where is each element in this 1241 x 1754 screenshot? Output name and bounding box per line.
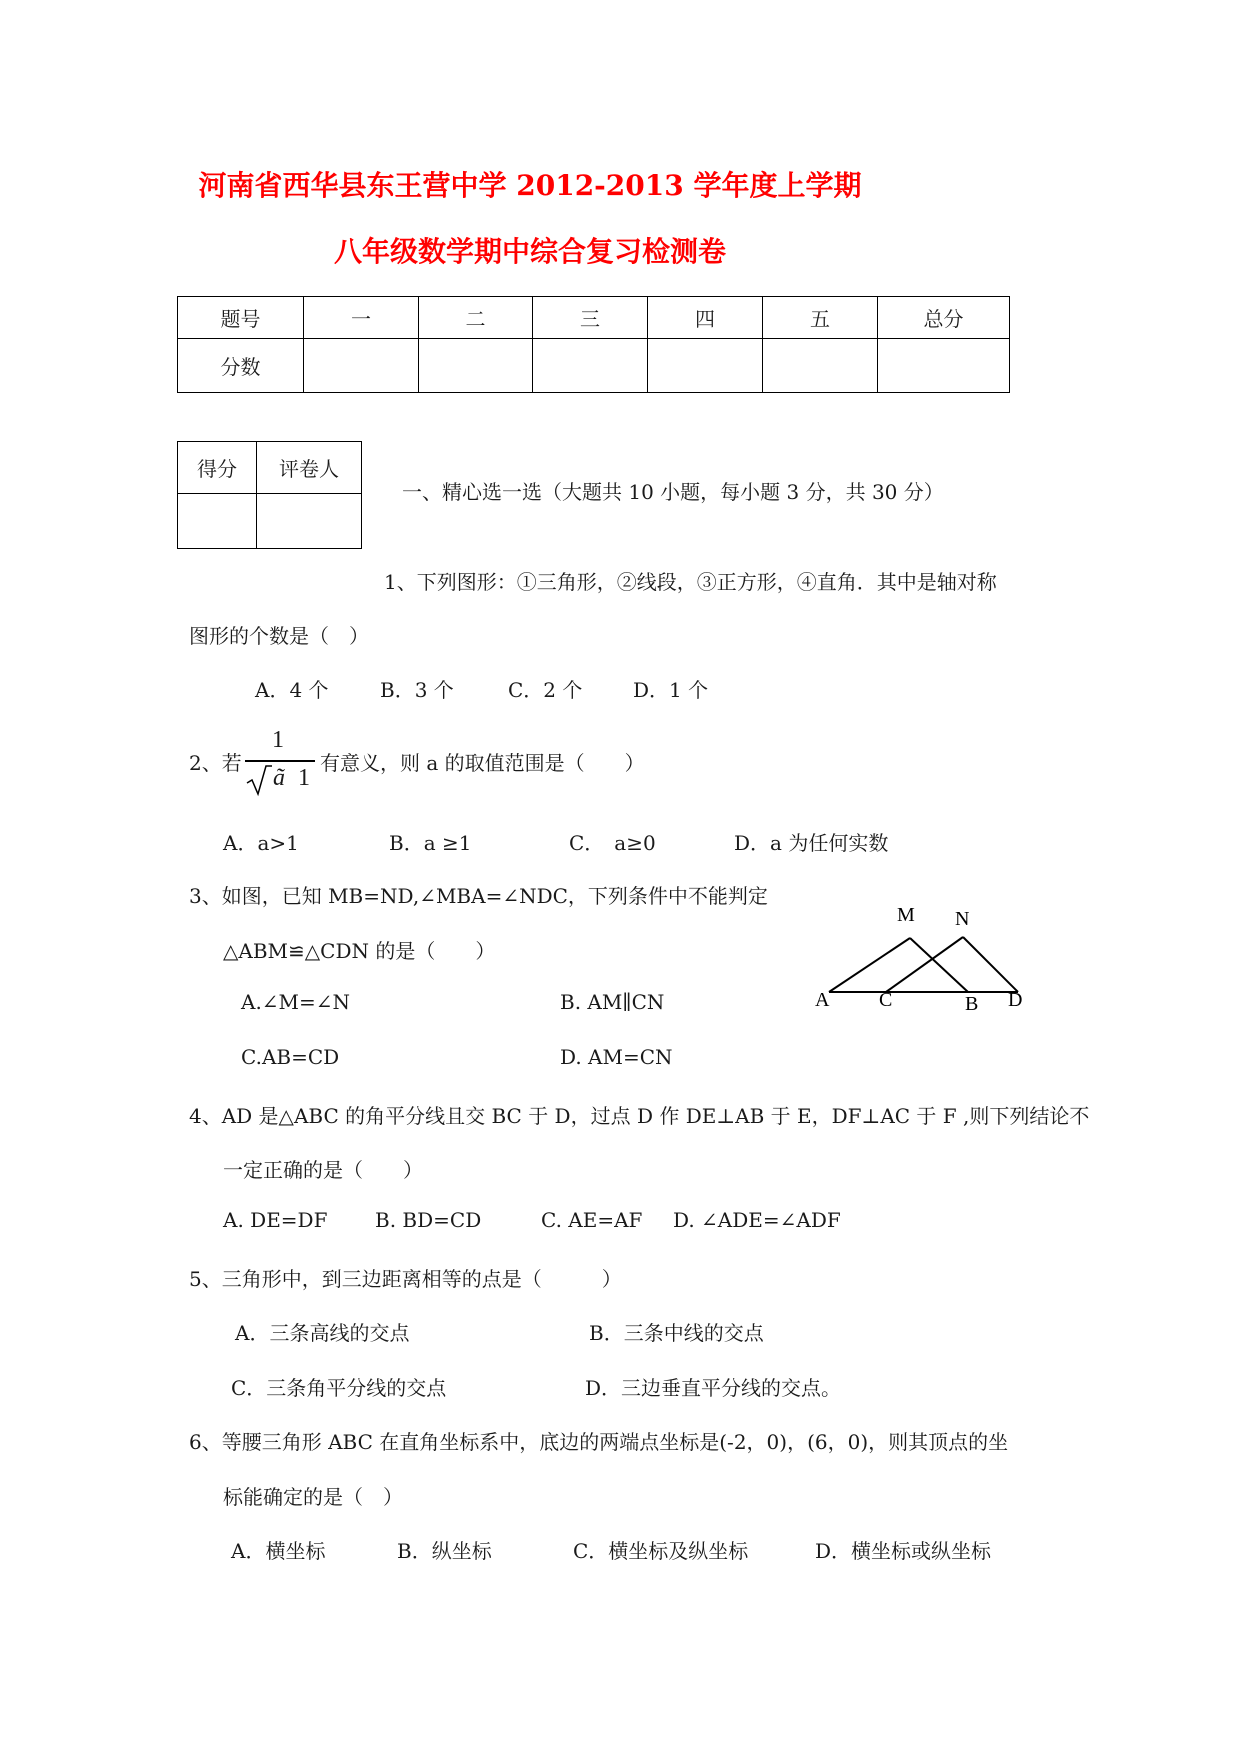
fraction-bar <box>245 760 315 762</box>
q1-option-a: A．4 个 <box>255 678 329 702</box>
score-table-header-cell: 二 <box>419 297 533 339</box>
q5-line-1: 5、三角形中，到三边距离相等的点是（ ） <box>189 1267 622 1291</box>
q3-option-c: C.AB=CD <box>241 1045 340 1069</box>
q4-option-b: B. BD=CD <box>375 1208 482 1232</box>
q1-line-2: 图形的个数是（ ） <box>189 624 369 648</box>
title-line-2: 八年级数学期中综合复习检测卷 <box>333 235 726 268</box>
q2-numerator: 1 <box>272 727 284 753</box>
q2-denominator-rest: 1 <box>298 765 310 791</box>
q2-suffix: 有意义，则 a 的取值范围是（ ） <box>320 751 645 775</box>
title-line-1: 河南省西华县东王营中学 2012-2013 学年度上学期 <box>198 169 862 202</box>
q4-option-c: C. AE=AF <box>541 1208 643 1232</box>
figure-label-b: B <box>965 993 979 1015</box>
q1-option-b: B．3 个 <box>380 678 454 702</box>
segment-nd <box>963 937 1018 992</box>
q6-option-a: A．横坐标 <box>231 1539 326 1563</box>
q3-line-2: △ABM≌△CDN 的是（ ） <box>223 939 496 963</box>
grader-table <box>177 441 362 549</box>
score-cell <box>878 339 1010 393</box>
figure-label-d: D <box>1008 989 1023 1011</box>
grader-cell <box>178 494 257 549</box>
section-1-heading: 一、精心选一选（大题共 10 小题，每小题 3 分，共 30 分） <box>402 480 944 504</box>
score-table-header-cell: 总分 <box>878 297 1010 339</box>
q4-line-2: 一定正确的是（ ） <box>223 1158 423 1182</box>
q1-line-1: 1、下列图形：①三角形，②线段，③正方形，④直角．其中是轴对称 <box>384 570 997 594</box>
figure-label-m: M <box>897 904 915 926</box>
radical-sign-icon <box>246 763 272 797</box>
score-cell <box>648 339 763 393</box>
score-table-header-cell: 一 <box>304 297 419 339</box>
q2-option-b: B．a ≥1 <box>389 831 472 855</box>
q4-option-d: D. ∠ADE=∠ADF <box>673 1208 841 1232</box>
score-cell <box>533 339 648 393</box>
q6-option-d: D．横坐标或纵坐标 <box>815 1539 992 1563</box>
q2-option-c: C． a≥0 <box>569 831 656 855</box>
triangle-lines <box>829 937 1018 992</box>
q2-option-d: D．a 为任何实数 <box>734 831 889 855</box>
q3-line-1: 3、如图，已知 MB=ND,∠MBA=∠NDC，下列条件中不能判定 <box>189 884 768 908</box>
q2-option-a: A．a>1 <box>223 831 299 855</box>
figure-label-n: N <box>955 908 970 930</box>
q6-option-b: B．纵坐标 <box>397 1539 492 1563</box>
q5-option-b: B．三条中线的交点 <box>589 1321 764 1345</box>
score-table <box>177 296 1010 393</box>
score-table-header-cell: 五 <box>763 297 878 339</box>
q4-option-a: A. DE=DF <box>223 1208 328 1232</box>
q4-line-1: 4、AD 是△ABC 的角平分线且交 BC 于 D，过点 D 作 DE⊥AB 于 E，DF⊥AC 于 F ,则下列结论不 <box>189 1104 1090 1128</box>
grader-table-grader-label: 评卷人 <box>257 442 362 494</box>
q2-prefix: 2、若 <box>189 751 242 775</box>
q3-option-a: A.∠M=∠N <box>241 990 351 1014</box>
q2-radicand: ã <box>273 765 285 791</box>
q6-option-c: C．横坐标及纵坐标 <box>573 1539 749 1563</box>
q3-triangle-figure <box>815 900 1030 1015</box>
q5-option-a: A．三条高线的交点 <box>235 1321 410 1345</box>
q5-option-c: C．三条角平分线的交点 <box>231 1376 447 1400</box>
score-table-header-cell: 题号 <box>178 297 304 339</box>
score-cell <box>763 339 878 393</box>
grader-table-score-label: 得分 <box>178 442 257 494</box>
q1-option-c: C．2 个 <box>508 678 583 702</box>
q5-option-d: D．三边垂直平分线的交点。 <box>585 1376 842 1400</box>
score-table-header-cell: 四 <box>648 297 763 339</box>
score-table-row-label: 分数 <box>178 339 304 393</box>
q6-line-1: 6、等腰三角形 ABC 在直角坐标系中，底边的两端点坐标是(-2，0)，(6，0)，则其顶点的坐 <box>189 1430 1009 1454</box>
q3-option-b: B. AM∥CN <box>560 990 665 1014</box>
score-cell <box>419 339 533 393</box>
figure-label-a: A <box>815 989 830 1011</box>
q6-line-2: 标能确定的是（ ） <box>223 1485 403 1509</box>
grader-cell <box>257 494 362 549</box>
figure-label-c: C <box>879 989 893 1011</box>
score-cell <box>304 339 419 393</box>
q1-option-d: D．1 个 <box>633 678 709 702</box>
score-table-header-cell: 三 <box>533 297 648 339</box>
q3-option-d: D. AM=CN <box>560 1045 673 1069</box>
segment-mb <box>910 938 968 992</box>
